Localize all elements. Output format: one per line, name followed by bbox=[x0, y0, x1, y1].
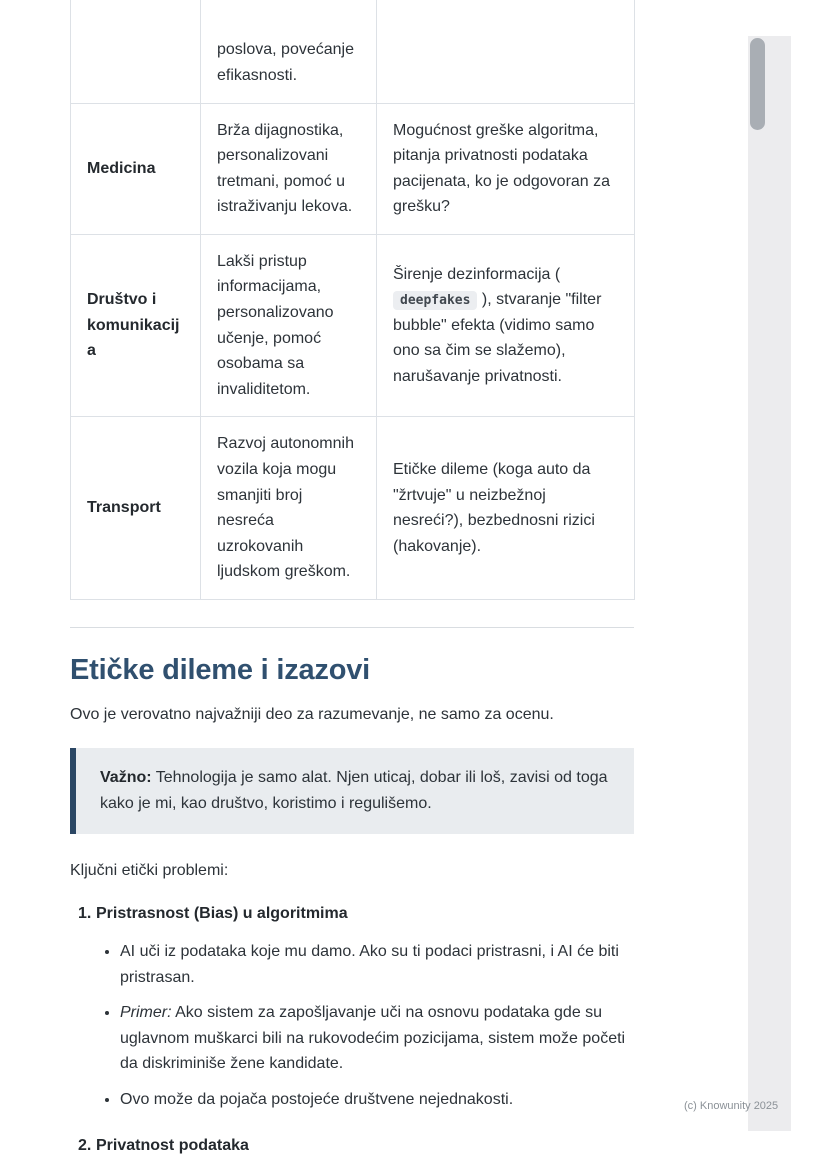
list-item bbox=[70, 901, 634, 1112]
table-cell-risks: Etičke dileme (koga auto da "žrtvuje" u neizbežnoj nesreći?), bezbednosni rizici (hakovanje). bbox=[377, 417, 635, 600]
bullet-item bbox=[120, 939, 634, 990]
list-lead: Ključni etički problemi: bbox=[70, 861, 229, 879]
bullet-lead: Primer: bbox=[120, 1004, 172, 1022]
bullet-text: Ako sistem za zapošljavanje uči na osnovu podataka gde su uglavnom muškarci bili na rukovodećim pozicijama, sistem može početi da diskriminiše žene kandidate. bbox=[120, 1004, 626, 1073]
ai-impact-table bbox=[70, 0, 635, 600]
table-cell-domain: Medicina bbox=[71, 103, 201, 234]
table-cell-risks bbox=[377, 0, 635, 103]
table-row bbox=[71, 417, 635, 600]
callout-label: Važno: bbox=[100, 768, 152, 786]
section-heading: Etičke dileme i izazovi bbox=[70, 654, 371, 686]
list-item bbox=[70, 1133, 634, 1159]
table-cell-domain: Transport bbox=[71, 417, 201, 600]
bullet-item bbox=[120, 1087, 634, 1113]
intro-paragraph: Ovo je verovatno najvažniji deo za razumevanje, ne samo za ocenu. bbox=[70, 705, 554, 723]
list-item-heading bbox=[70, 1133, 634, 1159]
callout-text: Tehnologija je samo alat. Njen uticaj, dobar ili loš, zavisi od toga kako je mi, kao društvo, koristimo i regulišemo. bbox=[100, 768, 608, 812]
list-item-title: Pristrasnost (Bias) u algoritmima bbox=[96, 905, 348, 923]
section-divider bbox=[70, 627, 634, 628]
risks-text-post: ), stvaranje "filter bubble" efekta (vidimo samo ono sa čim se slažemo), narušavanje privatnosti. bbox=[393, 291, 602, 386]
bullet-item bbox=[120, 1000, 634, 1077]
bullet-text: AI uči iz podataka koje mu damo. Ako su ti podaci pristrasni, i AI će biti pristrasan. bbox=[120, 943, 619, 986]
ethical-problems-list bbox=[70, 901, 634, 1158]
important-callout bbox=[70, 748, 634, 834]
table-cell-benefits: poslova, povećanje efikasnosti. bbox=[201, 0, 377, 103]
table-cell-benefits: Razvoj autonomnih vozila koja mogu smanjiti broj nesreća uzrokovanih ljudskom greškom. bbox=[201, 417, 377, 600]
scrollbar-track[interactable] bbox=[748, 36, 791, 1131]
table-cell-domain: Društvo i komunikacija bbox=[71, 234, 201, 417]
table-cell-benefits: Brža dijagnostika, personalizovani tretmani, pomoć u istraživanju lekova. bbox=[201, 103, 377, 234]
bullet-text: Ovo može da pojača postojeće društvene nejednakosti. bbox=[120, 1090, 514, 1108]
callout-paragraph bbox=[100, 765, 612, 817]
table-cell-risks bbox=[377, 234, 635, 417]
inline-code: deepfakes bbox=[393, 291, 477, 310]
bullet-list bbox=[70, 939, 634, 1113]
table-row bbox=[71, 234, 635, 417]
list-item-number: 2. bbox=[78, 1136, 92, 1154]
list-item-heading bbox=[70, 901, 634, 927]
list-item-title: Privatnost podataka bbox=[96, 1136, 249, 1154]
risks-text-pre: Širenje dezinformacija ( bbox=[393, 265, 561, 283]
table-cell-benefits: Lakši pristup informacijama, personalizovano učenje, pomoć osobama sa invaliditetom. bbox=[201, 234, 377, 417]
watermark: (c) Knowunity 2025 bbox=[684, 1100, 779, 1112]
table-row bbox=[71, 103, 635, 234]
table-cell-risks: Mogućnost greške algoritma, pitanja privatnosti podataka pacijenata, ko je odgovoran za grešku? bbox=[377, 103, 635, 234]
table-cell-domain bbox=[71, 0, 201, 103]
scrollbar-thumb[interactable] bbox=[750, 38, 765, 130]
table-row bbox=[71, 0, 635, 103]
document-page bbox=[70, 0, 634, 1171]
list-item-number: 1. bbox=[78, 905, 92, 923]
